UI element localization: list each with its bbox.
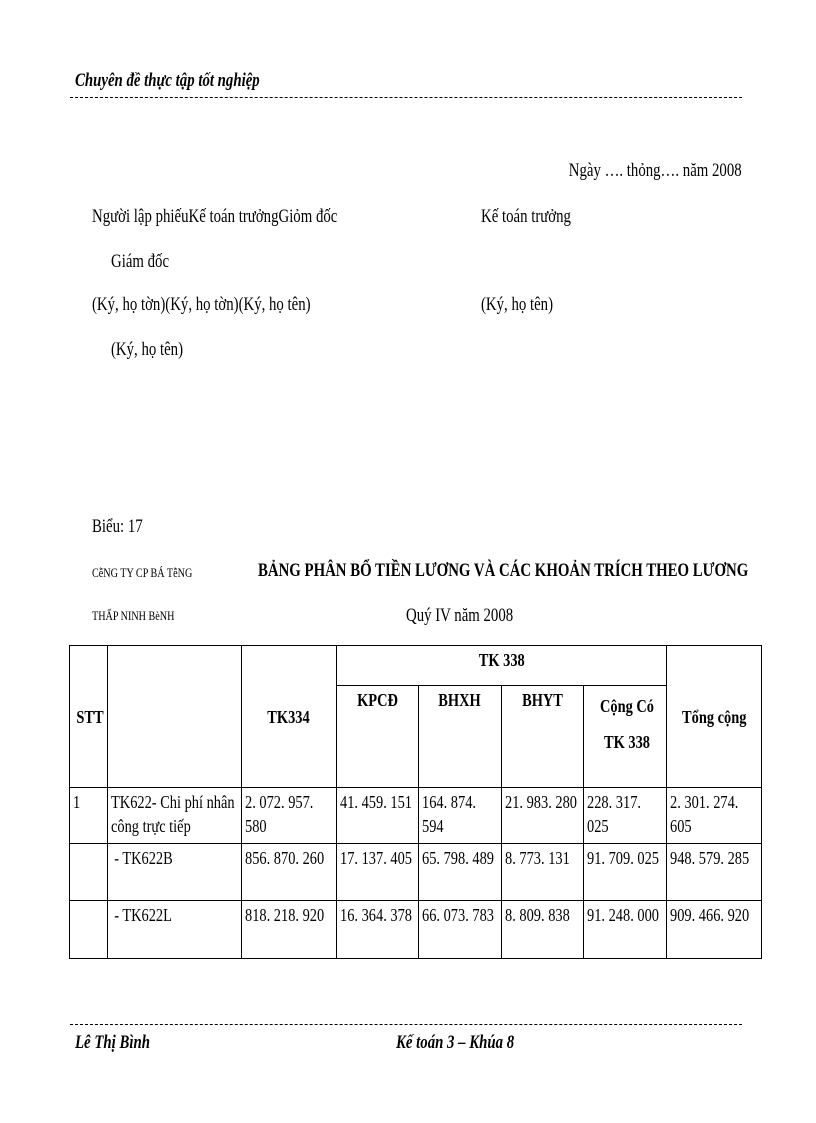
cell-tong: 909. 466. 920 <box>667 901 762 959</box>
cell-bhxh: 66. 073. 783 <box>419 901 502 959</box>
header-tong-cong: Tổng cộng <box>667 646 762 788</box>
header-bhyt: BHYT <box>502 686 584 788</box>
cell-kpcd: 41. 459. 151 <box>337 788 419 844</box>
cell-stt <box>70 901 108 959</box>
cell-cong-co: 91. 709. 025 <box>584 844 667 901</box>
cell-tk334: 856. 870. 260 <box>242 844 337 901</box>
cell-bhxh: 65. 798. 489 <box>419 844 502 901</box>
signature-sign-right: (Ký, họ tên) <box>481 294 554 315</box>
company-name-line2: THẤP NINH BèNH <box>92 608 175 623</box>
cell-tk334: 818. 218. 920 <box>242 901 337 959</box>
signature-sign-left: (Ký, họ tờn)(Ký, họ tờn)(Ký, họ tên) <box>92 294 311 315</box>
report-subtitle: Quý IV năm 2008 <box>406 605 514 626</box>
cell-stt <box>70 844 108 901</box>
cell-bhyt: 21. 983. 280 <box>502 788 584 844</box>
header-bhxh: BHXH <box>419 686 502 788</box>
cell-bhyt: 8. 809. 838 <box>502 901 584 959</box>
report-title: BẢNG PHÂN BỔ TIỀN LƯƠNG VÀ CÁC KHOẢN TRÍCH THEO LƯƠNG <box>258 560 749 581</box>
header-divider <box>70 97 742 98</box>
cell-kpcd: 16. 364. 378 <box>337 901 419 959</box>
cell-tk334: 2. 072. 957. 580 <box>242 788 337 844</box>
header-tk334: TK334 <box>242 646 337 788</box>
document-header-title: Chuyên đề thực tập tốt nghiệp <box>75 70 260 91</box>
report-label: Biểu: 17 <box>92 516 143 537</box>
signature-titles-left: Người lập phiếuKế toán trưởngGiỏm đốc <box>92 206 338 227</box>
cell-name: - TK622L <box>108 901 242 959</box>
footer-divider <box>70 1024 742 1025</box>
header-kpcd: KPCĐ <box>337 686 419 788</box>
cell-bhxh: 164. 874. 594 <box>419 788 502 844</box>
signature-title-right: Kế toán trưởng <box>481 206 571 227</box>
table-row <box>70 844 762 901</box>
company-name-line1: CễNG TY CP BÁ TễNG <box>92 565 193 580</box>
cell-name: TK622- Chi phí nhân công trực tiếp <box>108 788 242 844</box>
date-line: Ngày …. thỏng…. năm 2008 <box>569 160 742 181</box>
cell-stt: 1 <box>70 788 108 844</box>
signature-title-director: Giám đốc <box>111 251 170 272</box>
table-row <box>70 788 762 844</box>
footer-class: Kế toán 3 – Khúa 8 <box>396 1032 515 1053</box>
cell-bhyt: 8. 773. 131 <box>502 844 584 901</box>
cell-tong: 948. 579. 285 <box>667 844 762 901</box>
cell-tong: 2. 301. 274. 605 <box>667 788 762 844</box>
salary-allocation-table <box>69 645 762 959</box>
table-row <box>70 901 762 959</box>
header-stt: STT <box>70 646 108 788</box>
cell-cong-co: 91. 248. 000 <box>584 901 667 959</box>
signature-sign-director: (Ký, họ tên) <box>111 339 184 360</box>
header-blank <box>108 646 242 788</box>
cell-kpcd: 17. 137. 405 <box>337 844 419 901</box>
header-tk338: TK 338 <box>337 646 667 686</box>
cell-cong-co: 228. 317. 025 <box>584 788 667 844</box>
footer-author: Lê Thị Bình <box>75 1032 150 1053</box>
header-cong-co-tk338: Cộng Có TK 338 <box>584 686 667 788</box>
cell-name: - TK622B <box>108 844 242 901</box>
